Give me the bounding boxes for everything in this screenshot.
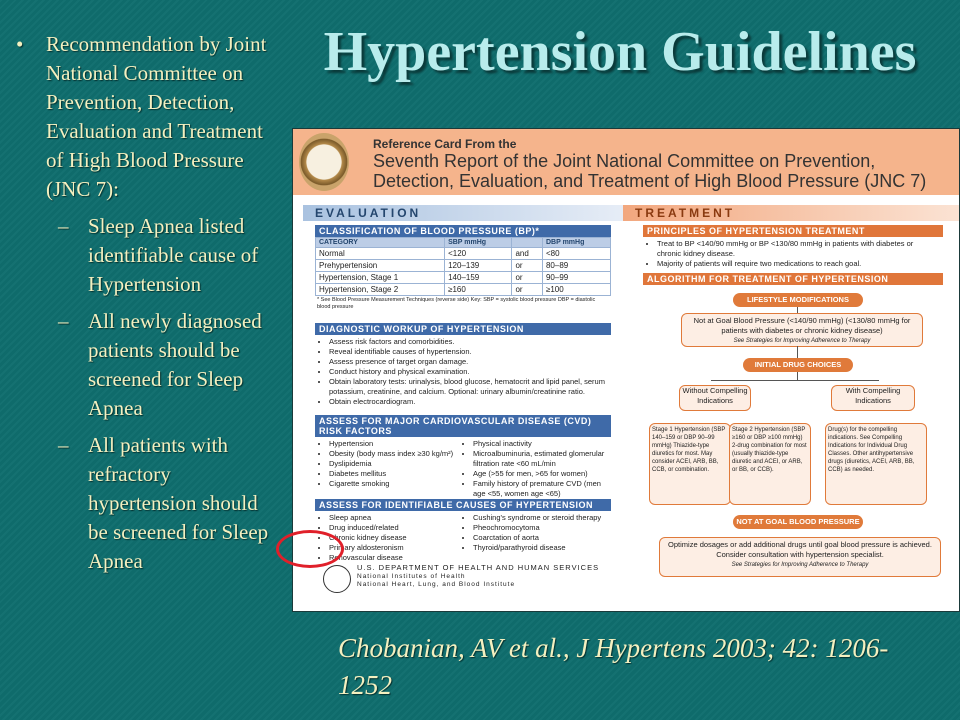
sleep-apnea-highlight-ring: [276, 530, 344, 568]
list-item: • Cigarette smoking: [329, 479, 463, 489]
without-compelling-box: Without Compelling Indications: [679, 385, 751, 411]
bp-heading: CLASSIFICATION OF BLOOD PRESSURE (BP)*: [315, 225, 611, 237]
dx-list: [315, 335, 611, 409]
diagnostic-workup: [315, 323, 611, 409]
hhs-line1: U.S. DEPARTMENT OF HEALTH AND HUMAN SERVICES: [357, 563, 600, 572]
initial-drug-pill: INITIAL DRUG CHOICES: [743, 358, 853, 372]
evaluation-bar: EVALUATION: [303, 205, 633, 221]
flow-connector: [711, 380, 879, 381]
table-cell: Hypertension, Stage 1: [316, 272, 445, 284]
table-cell: or: [512, 284, 542, 296]
list-item: • Majority of patients will require two medications to reach goal.: [657, 259, 939, 269]
bullet-list: [14, 30, 276, 576]
card-header-small: Reference Card From the: [373, 137, 517, 151]
sub-bullet: [14, 431, 276, 576]
hhs-line2: National Institutes of Health: [357, 573, 466, 580]
table-cell: or: [512, 260, 542, 272]
list-item: • Treat to BP <140/90 mmHg or BP <130/80 mmHg in patients with diabetes or chronic kidney disease.: [657, 239, 939, 259]
identifiable-causes: [315, 499, 611, 565]
table-cell: ≥100: [542, 284, 610, 296]
with-compelling-box: With Compelling Indications: [831, 385, 915, 411]
dx-heading: DIAGNOSTIC WORKUP OF HYPERTENSION: [315, 323, 611, 335]
bullet-dot-icon: •: [16, 32, 24, 56]
treatment-bar: TREATMENT: [623, 205, 960, 221]
principles-list: [643, 237, 943, 271]
list-item: • Hypertension: [329, 439, 463, 449]
table-cell: 120–139: [445, 260, 512, 272]
table-cell: <120: [445, 248, 512, 260]
sub-bullet-text: Sleep Apnea listed identifiable cause of Hypertension: [88, 214, 259, 296]
optimize-ref: See Strategies for Improving Adherence to Therapy: [731, 562, 869, 568]
hhs-footer: [323, 561, 623, 601]
algo-heading: ALGORITHM FOR TREATMENT OF HYPERTENSION: [643, 273, 943, 285]
principles-heading: PRINCIPLES OF HYPERTENSION TREATMENT: [643, 225, 943, 237]
bp-classification: [315, 225, 611, 312]
table-cell: Normal: [316, 248, 445, 260]
stage2-box: Stage 2 Hypertension (SBP ≥160 or DBP ≥100 mmHg) 2-drug combination for most (usually thiazide-type diuretic and ACEI, or ARB, or BB, or CCB).: [729, 423, 811, 505]
list-item: • Family history of premature CVD (men age <55, women age <65): [473, 479, 607, 499]
table-row: [316, 272, 611, 284]
col-header: SBP mmHg: [445, 238, 512, 248]
col-header: DBP mmHg: [542, 238, 610, 248]
list-item: • Obtain electrocardiogram.: [329, 397, 607, 407]
cvd-heading: ASSESS FOR MAJOR CARDIOVASCULAR DISEASE (CVD) RISK FACTORS: [315, 415, 611, 437]
list-item: • Dyslipidemia: [329, 459, 463, 469]
list-item-sleep-apnea: • Sleep apnea: [329, 513, 463, 523]
causes-lists: [315, 511, 611, 565]
main-bullet: [14, 30, 276, 204]
main-bullet-text: Recommendation by Joint National Committee on Prevention, Detection, Evaluation and Treatment of High Blood Pressure (JNC 7):: [46, 32, 267, 201]
dash-icon: –: [58, 433, 69, 457]
list-item: • Age (>55 for men, >65 for women): [473, 469, 607, 479]
not-goal-box: [681, 313, 923, 347]
optimize-box: [659, 537, 941, 577]
table-cell: or: [512, 272, 542, 284]
not-at-goal-pill: NOT AT GOAL BLOOD PRESSURE: [733, 515, 863, 529]
causes-heading: ASSESS FOR IDENTIFIABLE CAUSES OF HYPERTENSION: [315, 499, 611, 511]
table-cell: 140–159: [445, 272, 512, 284]
sub-bullet-text: All newly diagnosed patients should be screened for Sleep Apnea: [88, 309, 262, 420]
list-item: • Cushing's syndrome or steroid therapy: [473, 513, 607, 523]
list-item: • Renovascular disease: [329, 553, 463, 563]
flow-connector: [797, 372, 798, 380]
list-item: • Assess presence of target organ damage.: [329, 357, 607, 367]
list-item: • Obesity (body mass index ≥30 kg/m²): [329, 449, 463, 459]
list-item: • Diabetes mellitus: [329, 469, 463, 479]
compelling-drugs-box: Drug(s) for the compelling indications. See Compelling Indications for Individual Drug Classes. Other antihypertensive drugs (diuretics, ACEI, ARB, BB, CCB) as needed.: [825, 423, 927, 505]
table-cell: ≥160: [445, 284, 512, 296]
list-item: • Microalbuminuria, estimated glomerular filtration rate <60 mL/min: [473, 449, 607, 469]
list-item: • Reveal identifiable causes of hypertension.: [329, 347, 607, 357]
list-item: • Pheochromocytoma: [473, 523, 607, 533]
list-item: • Primary aldosteronism: [329, 543, 463, 553]
col-header: CATEGORY: [316, 238, 445, 248]
col-header: [512, 238, 542, 248]
lifestyle-pill: LIFESTYLE MODIFICATIONS: [733, 293, 863, 307]
not-goal-text: Not at Goal Blood Pressure (<140/90 mmHg) (<130/80 mmHg for patients with diabetes or chronic kidney disease): [693, 316, 911, 335]
table-row: [316, 248, 611, 260]
table-row: [316, 260, 611, 272]
table-header-row: [316, 238, 611, 248]
hhs-eagle-icon: [323, 565, 351, 593]
dash-icon: –: [58, 309, 69, 333]
bp-note: * See Blood Pressure Measurement Techniques (reverse side) Key: SBP = systolic blood pressure DBP = diastolic blood pressure: [317, 297, 596, 310]
treatment-principles: [643, 225, 943, 271]
stage1-box: Stage 1 Hypertension (SBP 140–159 or DBP 90–99 mmHg) Thiazide-type diuretics for most. May consider ACEI, ARB, BB, CCB, or combination.: [649, 423, 731, 505]
table-cell: 80–89: [542, 260, 610, 272]
sub-bullet: [14, 307, 276, 423]
algorithm-heading-wrap: [643, 273, 943, 285]
flow-connector: [797, 346, 798, 358]
table-row: [316, 284, 611, 296]
list-item: • Thyroid/parathyroid disease: [473, 543, 607, 553]
cvd-lists: [315, 437, 611, 501]
list-item: • Conduct history and physical examination.: [329, 367, 607, 377]
table-cell: <80: [542, 248, 610, 260]
optimize-text: Optimize dosages or add additional drugs until goal blood pressure is achieved. Consider consultation with hypertension specialist.: [668, 540, 932, 559]
sub-bullet-text: All patients with refractory hypertension should be screened for Sleep Apnea: [88, 433, 269, 573]
list-item: • Coarctation of aorta: [473, 533, 607, 543]
slide-title: Hypertension Guidelines: [323, 21, 917, 83]
jnc7-reference-card: [292, 128, 960, 612]
list-item: • Drug induced/related: [329, 523, 463, 533]
not-goal-ref: See Strategies for Improving Adherence to Therapy: [733, 338, 871, 344]
dash-icon: –: [58, 214, 69, 238]
hhs-line3: National Heart, Lung, and Blood Institute: [357, 581, 516, 588]
table-cell: 90–99: [542, 272, 610, 284]
bp-table: [315, 237, 611, 296]
table-cell: Prehypertension: [316, 260, 445, 272]
card-header-title: Seventh Report of the Joint National Committee on Prevention, Detection, Evaluation, and Treatment of High Blood Pressure (JNC 7): [373, 151, 927, 191]
card-header: [293, 129, 959, 195]
list-item: • Physical inactivity: [473, 439, 607, 449]
list-item: • Chronic kidney disease: [329, 533, 463, 543]
table-cell: Hypertension, Stage 2: [316, 284, 445, 296]
cvd-risk-factors: [315, 415, 611, 501]
list-item: • Obtain laboratory tests: urinalysis, blood glucose, hematocrit and lipid panel, serum potassium, creatinine, and calcium. Optional: urinary albumin/creatinine ratio.: [329, 377, 607, 397]
list-item: • Assess risk factors and comorbidities.: [329, 337, 607, 347]
table-cell: and: [512, 248, 542, 260]
citation: Chobanian, AV et al., J Hypertens 2003; 42: 1206-1252: [338, 633, 889, 700]
sphygmomanometer-icon: [299, 133, 349, 191]
sub-bullet: [14, 212, 276, 299]
